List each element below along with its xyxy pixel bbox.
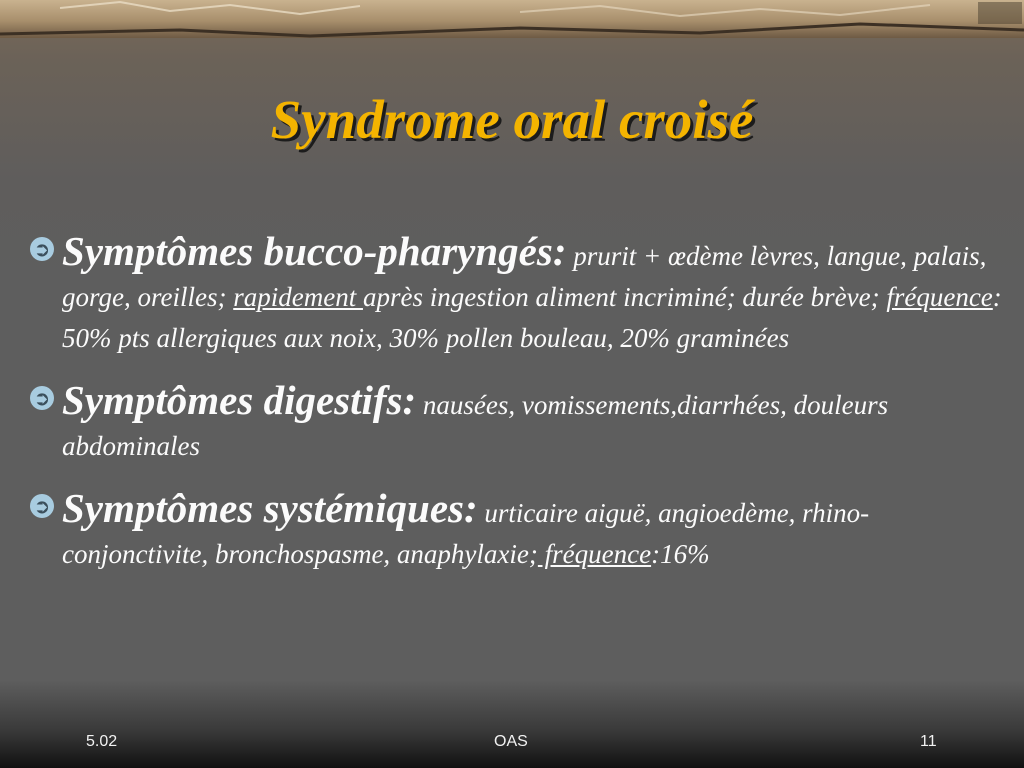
bullet-heading: Symptômes systémiques: [62,485,478,531]
underlined-text: fréquence [537,539,652,569]
bullet-list [20,228,1010,593]
arrow-bullet-icon: ➲ [30,237,54,261]
arrow-bullet-icon: ➲ [30,386,54,410]
bullet-item [20,377,1010,467]
bullet-text: :16% [651,539,710,569]
bullet-text: urticaire aiguë, angioedème, rhino-conjonctivite, bronchospasme, anaphylaxie; [62,498,870,569]
bullet-text: nausées, vomissements,diarrhées, douleurs abdominales [62,390,889,461]
decorative-header-band [0,0,1024,38]
bullet-text: après ingestion aliment incriminé; durée brève; [362,282,887,312]
bullet-item [20,228,1010,359]
arrow-bullet-icon: ➲ [30,494,54,518]
bullet-heading: Symptômes digestifs: [62,377,417,423]
slide-title: Syndrome oral croisé [270,89,754,150]
footer-page-number: 11 [920,733,937,750]
bullet-text: prurit + œdème lèvres, langue, palais, gorge, oreilles; [62,241,987,312]
footer-title: OAS [494,733,528,750]
bullet-heading: Symptômes bucco-pharyngés: [62,228,567,274]
underlined-text: fréquence [886,282,993,312]
bullet-item [20,485,1010,575]
underlined-text: rapidement [233,282,363,312]
footer-date: 5.02 [86,733,118,750]
bullet-text: : 50% pts allergiques aux noix, 30% pollen bouleau, 20% graminées [62,282,1002,353]
